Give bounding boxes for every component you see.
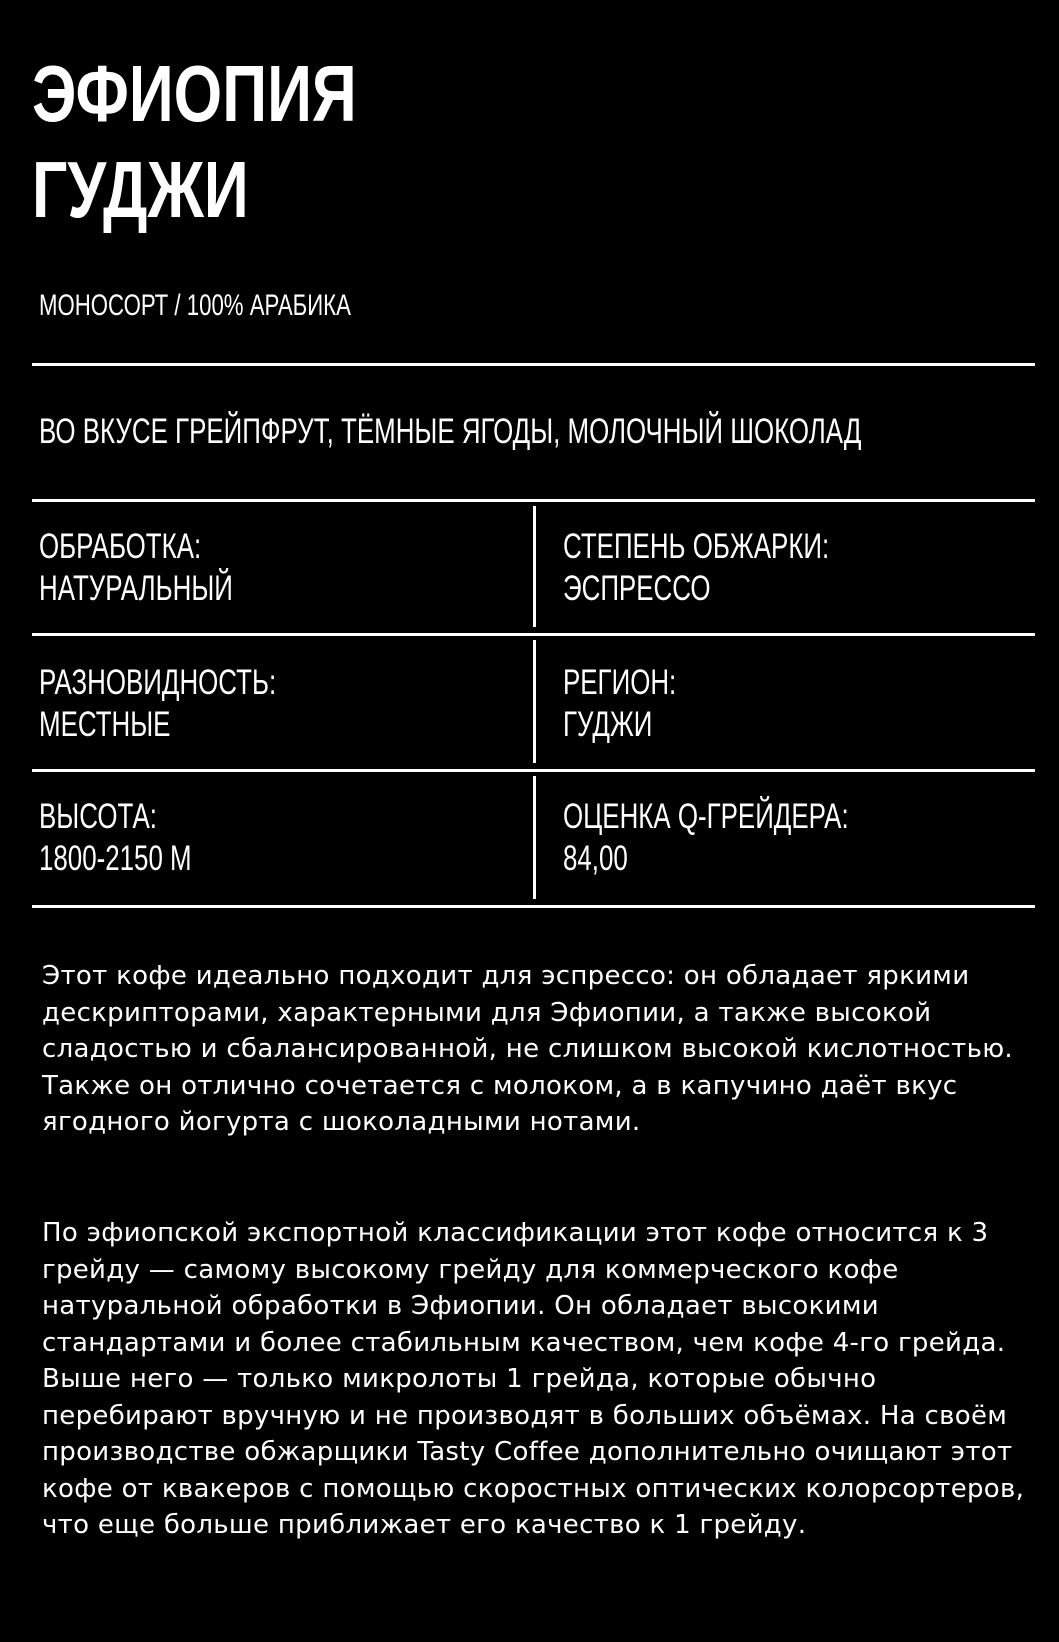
spec-q-score-value: 84,00 <box>563 839 628 878</box>
spec-processing-label: ОБРАБОТКА: <box>39 527 202 566</box>
spec-region-label: РЕГИОН: <box>563 663 677 702</box>
divider-vertical-row1 <box>533 506 536 627</box>
divider-row1 <box>32 633 1035 636</box>
divider-vertical-row2 <box>533 640 536 763</box>
spec-region <box>563 662 716 746</box>
spec-q-score <box>563 796 949 880</box>
spec-variety <box>39 662 360 746</box>
spec-roast-label: СТЕПЕНЬ ОБЖАРКИ: <box>563 527 830 566</box>
subtitle-text: МОНОСОРТ / 100% АРАБИКА <box>39 289 351 322</box>
description-paragraph-1: Этот кофе идеально подходит для эспрессо: он обладает яркими дескрипторами, характерными для Эфиопии, а также высокой сладостью и сбалансированной, не слишком высокой кислотностью. Также он отлично сочетается с молоком, а в капучино даёт вкус ягодного йогурта с шоколадными нотами. <box>42 961 1013 1137</box>
divider-vertical-row3 <box>533 776 536 899</box>
spec-processing-value: НАТУРАЛЬНЫЙ <box>39 569 233 608</box>
spec-q-score-label: ОЦЕНКА Q-ГРЕЙДЕРА: <box>563 797 849 836</box>
spec-altitude-value: 1800-2150 М <box>39 839 192 878</box>
spec-altitude-label: ВЫСОТА: <box>39 797 157 836</box>
title-line-2: ГУДЖИ <box>32 145 249 234</box>
spec-processing <box>39 526 301 610</box>
spec-roast <box>563 526 923 610</box>
description-paragraph-2: По эфиопской экспортной классификации этот кофе относится к 3 грейду — самому высокому грейду для коммерческого кофе натуральной обработки в Эфиопии. Он обладает высокими стандартами и более стабильным качеством, чем кофе 4-го грейда. Выше него — только микролоты 1 грейда, которые обычно перебирают вручную и не производят в больших объёмах. На своём производстве обжарщики Tasty Coffee дополнительно очищают этот кофе от квакеров с помощью скоростных оптических колорсортеров, что еще больше приближает его качество к 1 грейду. <box>42 1218 1025 1540</box>
variety-subtitle <box>39 289 460 323</box>
product-title <box>32 46 357 238</box>
spec-variety-value: МЕСТНЫЕ <box>39 705 171 744</box>
divider-bottom <box>32 905 1035 908</box>
spec-altitude <box>39 796 245 880</box>
divider-top <box>32 363 1035 366</box>
title-line-1: ЭФИОПИЯ <box>32 49 357 138</box>
divider-row2 <box>32 769 1035 772</box>
flavor-text: ВО ВКУСЕ ГРЕЙПФРУТ, ТЁМНЫЕ ЯГОДЫ, МОЛОЧНЫЙ ШОКОЛАД <box>39 412 862 451</box>
spec-roast-value: ЭСПРЕССО <box>563 569 711 608</box>
divider-flavor <box>32 499 1035 502</box>
spec-variety-label: РАЗНОВИДНОСТЬ: <box>39 663 277 702</box>
flavor-notes <box>39 412 1059 452</box>
spec-region-value: ГУДЖИ <box>563 705 653 744</box>
